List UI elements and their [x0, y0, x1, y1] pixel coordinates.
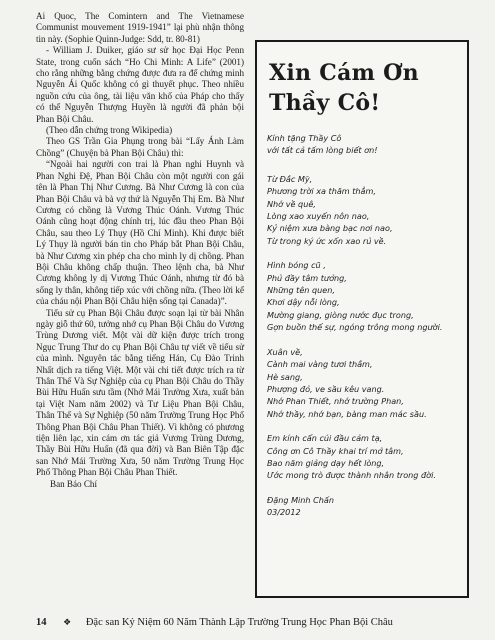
poem-line: Kỷ niệm xưa bàng bạc nơi nao,: [267, 223, 393, 234]
poem-line: Phượng đỏ, ve sầu kêu vang.: [267, 383, 385, 394]
publication-title: Đặc san Kỷ Niệm 60 Năm Thành Lập Trường Trung Học Phan Bội Châu: [85, 617, 393, 628]
poem-author: Đặng Minh Chấn: [267, 494, 335, 505]
poem-box: [255, 40, 469, 598]
poem-title-line1: Xin Cám Ơn: [269, 60, 419, 86]
poem-line: Cành mai vàng tươi thắm,: [267, 359, 373, 370]
poem-line: Hình bóng cũ ,: [267, 260, 326, 271]
page-number: 14: [36, 617, 47, 628]
poem-dedication: [267, 132, 457, 157]
paragraph-duiker: - William J. Duiker, giáo sư sử học Đại Học Penn State, trong cuốn sách “Ho Chi Minh: A Life” (2001) cho rằng những bằng chứng được đưa ra để chứng minh Nguyễn Ái Quốc không có gì thuyết phục. Theo nhiều nguồn cứu của ông, tài liệu văn khố của Pháp cho thấy có thể Nguyễn Thượng Huyền là người đã phản bội Phan Bội Châu.: [36, 45, 244, 124]
poem-line: Lòng xao xuyến nôn nao,: [267, 211, 370, 222]
poem-line: Phương trời xa thăm thẳm,: [267, 186, 376, 197]
poem-line: Mường giang, giòng nước đục trong,: [267, 309, 414, 320]
dedication-line: với tất cả tấm lòng biết ơn!: [267, 145, 378, 156]
poem-line: Ước mong trò được thành nhân trong đời.: [267, 470, 436, 481]
article-credit: Ban Báo Chí: [50, 478, 97, 489]
poem-title-line2: Thầy Cô!: [269, 90, 381, 116]
poem-line: Công ơn Cô Thầy khai trí mở tâm,: [267, 445, 404, 456]
poem-stanza: [267, 173, 457, 247]
poem-stanza: [267, 259, 457, 333]
poem-stanza: [267, 432, 457, 482]
poem-line: Phủ đầy tâm tưởng,: [267, 272, 347, 283]
poem-line: Từ trong ký ức xốn xao rủ về.: [267, 235, 387, 246]
paragraph-quote: “Ngoài hai người con trai là Phan nghi Huynh và Phan Nghi Đệ, Phan Bội Châu còn một người con gái tên là Phan Thị Như Cương. Bà Như Cương là con của Phan Bội Châu và bà vợ thứ là Nguyễn Thị Em. Bà Như Cương có chồng là Vương Thúc Oánh. Vương Thúc Oánh cũng hoạt động chính trị, lúc đầu theo Phan Bội Châu, sau theo Lý Thụy (Hồ Chí Minh). Khi được biết Lý Thụy là người bán tin cho Pháp bắt Phan Bội Châu, bà Như Cương xin phép cha cho mình ly dị chồng. Phan Bội Châu không chấp thuận. Theo lệnh cha, bà Như Cương không ly dị Vương Thúc Oánh, nhưng từ đó bà sống ly thân, không tiếp xúc với chồng nữa. (Theo lời kể của cháu nội Phan Bội Châu hiện sống tại Canada)”.: [36, 159, 244, 307]
poem-signature: [267, 494, 457, 519]
poem-line: Nhớ thầy, nhớ bạn, bàng man mác sầu.: [267, 408, 427, 419]
paragraph-biography-note: Tiểu sử cụ Phan Bội Châu được soạn lại từ bài Nhân ngày giỗ thứ 60, tưởng nhớ cụ Phan Bội Châu do Vương Trùng Dương viết. Một vài dữ kiện được trích trong Ngục Trung Thư do cụ Phan Bội Châu tự viết về tiểu sử của mình. Nguyên tác bằng tiếng Hán, Cụ Đào Trinh Nhất dịch ra tiếng Việt. Một vài chi tiết được trích ra từ Thân Thế Và Sự Nghiệp của cụ Phan Bội Châu do Thầy Bùi Hữu Huấn sưu tầm (Nhớ Mái Trường Xưa, xuất bản tại Việt Nam năm 2002) và Tư Liệu Phan Bội Châu, Thân Thế và Sự Nghiệp (50 năm Trường Trung Học Phổ Thông Phan Bội Châu Phan Thiết). Vì không có phương tiện liên lạc, xin cám ơn tác giả Vương Trùng Dương, Thầy Bùi Hữu Huấn (đã qua đời) và Ban Biên Tập đặc san Nhớ Mái Trường Xưa, 50 năm Trường Trung Học Phổ Thông Phan Bội Châu Phan Thiết.: [36, 307, 244, 478]
poem-line: Bao năm giảng dạy hết lòng,: [267, 457, 385, 468]
poem-line: Em kính cẩn cúi đầu cảm tạ,: [267, 433, 383, 444]
poem-line: Hè sang,: [267, 371, 303, 382]
paragraph-source-note: (Theo dẫn chứng trong Wikipedia): [46, 125, 173, 136]
poem-line: Khơi dậy nỗi lòng,: [267, 297, 340, 308]
article-column: [36, 11, 244, 490]
page-footer: [36, 617, 476, 628]
poem-line: Nhớ về quê,: [267, 198, 316, 209]
poem-line: Gợn buồn thế sự, ngóng trông mong người.: [267, 322, 443, 333]
ornament-icon: ❖: [63, 617, 72, 627]
poem-line: Xuân về,: [267, 346, 303, 357]
dedication-line: Kính tặng Thầy Cô: [267, 133, 342, 143]
poem-line: Những tên quen,: [267, 285, 335, 296]
poem-title: [269, 58, 457, 118]
paragraph-citation: Ai Quoc, The Comintern and The Vietnamese Communist mouvement 1919-1941” lại phù nhận thông tin này. (Sophie Quinn-Judge: Sdd, tr. 80-81): [36, 11, 244, 44]
paragraph-intro-quote: Theo GS Trần Gia Phụng trong bài “Lấy Ánh Làm Chồng” (Chuyện bà Phan Bội Châu) thì:: [36, 136, 244, 158]
poem-date: 03/2012: [267, 507, 301, 518]
poem-line: Nhớ Phan Thiết, nhớ trường Phan,: [267, 396, 404, 407]
poem-stanza: [267, 346, 457, 420]
poem-line: Từ Đắc Mỹ,: [267, 173, 313, 184]
